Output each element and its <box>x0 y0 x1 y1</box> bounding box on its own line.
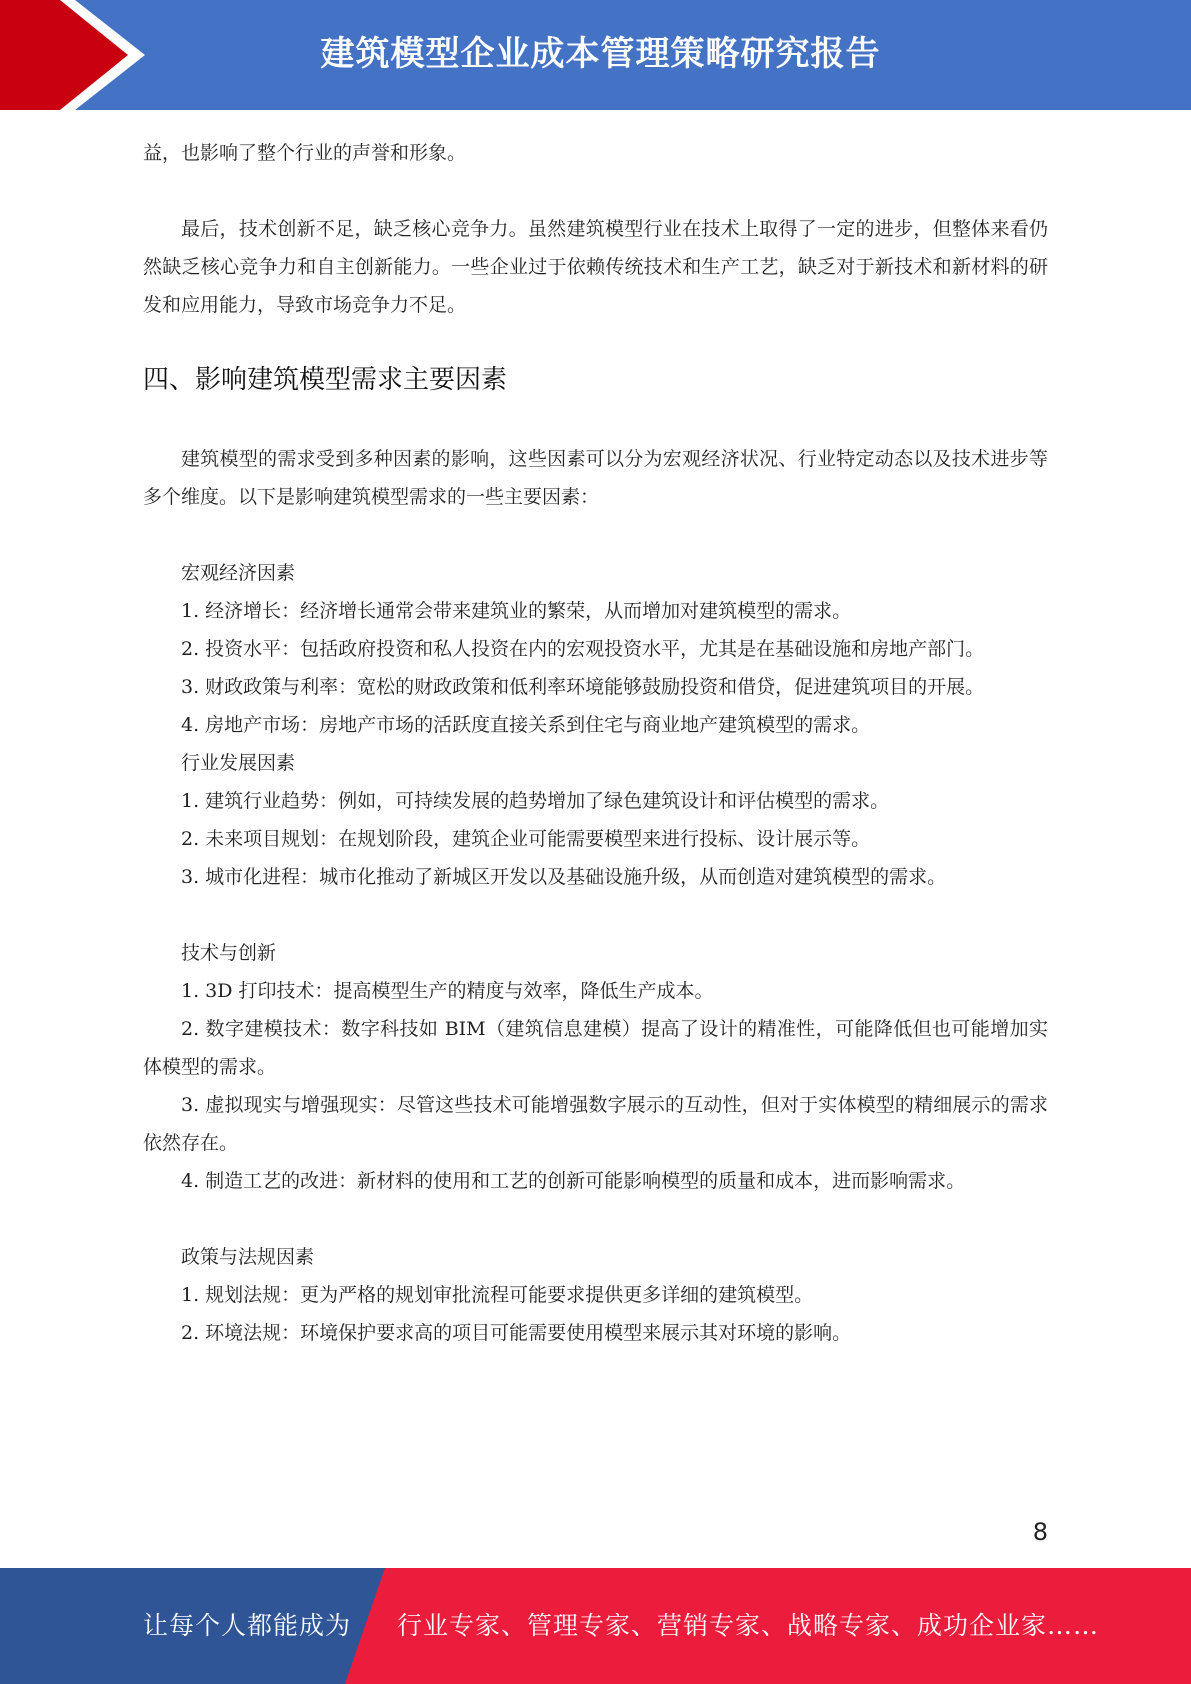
group-macro <box>143 554 1048 744</box>
list-item: 1. 规划法规：更为严格的规划审批流程可能要求提供更多详细的建筑模型。 <box>181 1284 814 1306</box>
group-title: 技术与创新 <box>181 942 277 964</box>
group-title: 政策与法规因素 <box>181 1246 315 1268</box>
list-item: 1. 经济增长：经济增长通常会带来建筑业的繁荣，从而增加对建筑模型的需求。 <box>181 600 852 622</box>
list-item: 2. 未来项目规划：在规划阶段，建筑企业可能需要模型来进行投标、设计展示等。 <box>181 828 871 850</box>
list-item: 2. 投资水平：包括政府投资和私人投资在内的宏观投资水平，尤其是在基础设施和房地产部门。 <box>181 638 985 660</box>
list-item: 4. 房地产市场：房地产市场的活跃度直接关系到住宅与商业地产建筑模型的需求。 <box>181 714 871 736</box>
list-item: 1. 3D 打印技术：提高模型生产的精度与效率，降低生产成本。 <box>181 980 714 1002</box>
document-title: 建筑模型企业成本管理策略研究报告 <box>320 34 881 74</box>
list-item: 3. 虚拟现实与增强现实：尽管这些技术可能增强数字展示的互动性，但对于实体模型的精细展示的需求依然存在。 <box>143 1094 1048 1154</box>
page-number: 8 <box>1032 1518 1048 1546</box>
group-title: 行业发展因素 <box>181 752 296 774</box>
list-item: 2. 环境法规：环境保护要求高的项目可能需要使用模型来展示其对环境的影响。 <box>181 1322 852 1344</box>
footer-slogan-left: 让每个人都能成为 <box>143 1611 352 1640</box>
group-title: 宏观经济因素 <box>181 562 296 584</box>
list-item: 3. 财政政策与利率：宽松的财政政策和低利率环境能够鼓励投资和借贷，促进建筑项目的开展。 <box>181 676 985 698</box>
group-industry <box>143 744 1048 896</box>
list-item: 1. 建筑行业趋势：例如，可持续发展的趋势增加了绿色建筑设计和评估模型的需求。 <box>181 790 890 812</box>
section-heading: 四、影响建筑模型需求主要因素 <box>143 365 508 395</box>
paragraph-continued: 益，也影响了整个行业的声誉和形象。 <box>143 142 467 164</box>
footer-slogan-right: 行业专家、管理专家、营销专家、战略专家、成功企业家…… <box>397 1611 1100 1640</box>
list-item: 2. 数字建模技术：数字科技如 BIM（建筑信息建模）提高了设计的精准性，可能降低但也可能增加实体模型的需求。 <box>143 1018 1048 1078</box>
spacer <box>143 1200 1048 1238</box>
header-banner <box>0 0 1191 110</box>
paragraph-tech-innovation: 最后，技术创新不足，缺乏核心竞争力。虽然建筑模型行业在技术上取得了一定的进步，但整体来看仍然缺乏核心竞争力和自主创新能力。一些企业过于依赖传统技术和生产工艺，缺乏对于新技术和新材料的研发和应用能力，导致市场竞争力不足。 <box>143 218 1048 316</box>
spacer <box>143 172 1048 210</box>
spacer <box>143 516 1048 554</box>
footer-banner <box>0 1568 1191 1684</box>
group-policy <box>143 1238 1048 1352</box>
group-tech <box>143 934 1048 1200</box>
list-item: 3. 城市化进程：城市化推动了新城区开发以及基础设施升级，从而创造对建筑模型的需求。 <box>181 866 947 888</box>
section-intro: 建筑模型的需求受到多种因素的影响，这些因素可以分为宏观经济状况、行业特定动态以及技术进步等多个维度。以下是影响建筑模型需求的一些主要因素： <box>143 448 1048 508</box>
spacer <box>143 400 1048 440</box>
page-content <box>143 134 1048 1352</box>
list-item: 4. 制造工艺的改进：新材料的使用和工艺的创新可能影响模型的质量和成本，进而影响需求。 <box>181 1170 966 1192</box>
spacer <box>143 896 1048 934</box>
